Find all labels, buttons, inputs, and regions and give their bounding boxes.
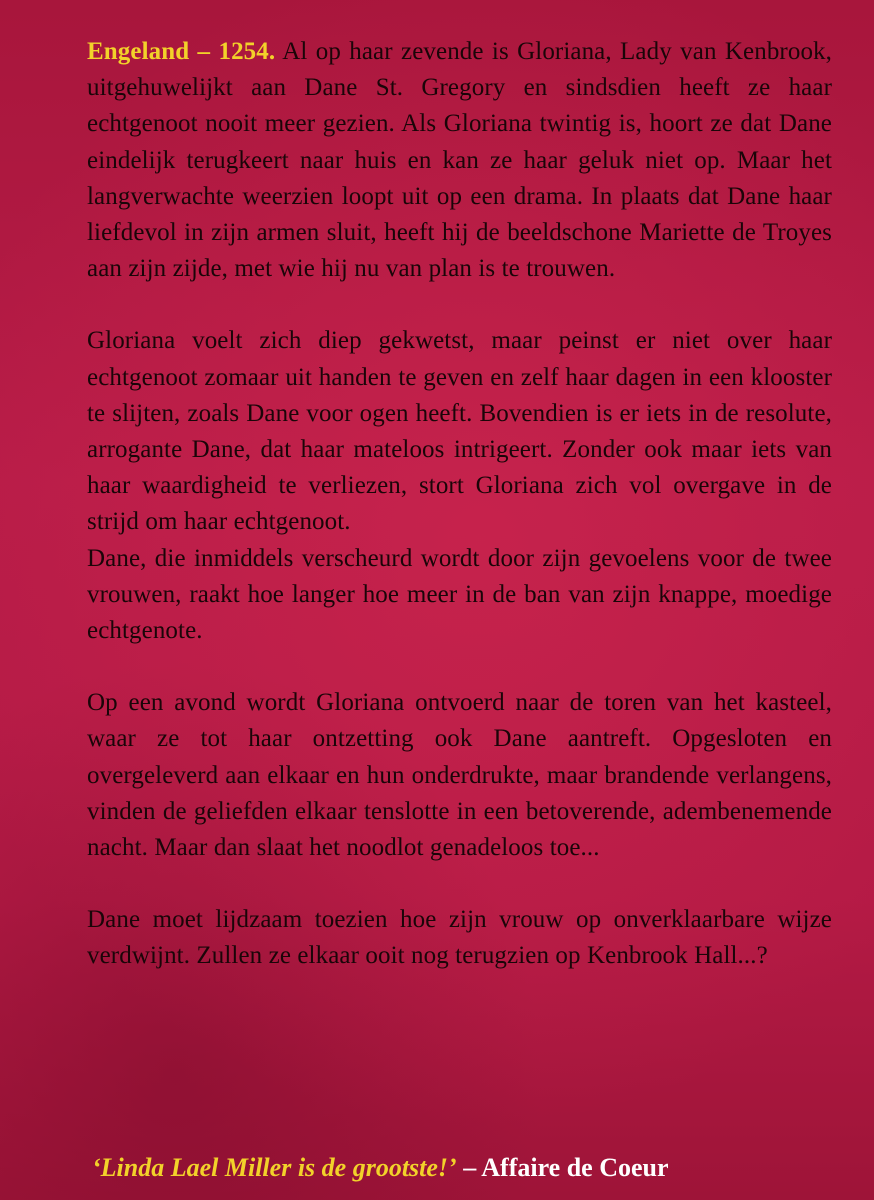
blurb-paragraph-1-text: Al op haar zevende is Gloriana, Lady van Kenbrook, uitgehuwelijkt aan Dane St. Gregory en sindsdien heeft ze haar echtgenoot nooit meer gezien. Als Gloriana twintig is, hoort ze dat Dane eindelijk terugkeert naar huis en kan ze haar geluk niet op. Maar het langverwachte weerzien loopt uit op een drama. In plaats dat Dane haar liefdevol in zijn armen sluit, heeft hij de beeldschone Mariette de Troyes aan zijn zijde, met wie hij nu van plan is te trouwen. [87, 38, 833, 283]
blurb-text [87, 34, 832, 975]
blurb-paragraph-4: Op een avond wordt Gloriana ontvoerd naar de toren van het kasteel, waar ze tot haar ontzetting ook Dane aantreft. Opgesloten en overgeleverd aan elkaar en hun onderdrukte, maar brandende verlangens, vinden de geliefden elkaar tenslotte in een betoverende, adembenemende nacht. Maar dan slaat het noodlot genadeloos toe... [87, 689, 832, 862]
endorsement-quote: ‘Linda Lael Miller is de grootste!’ [92, 1153, 457, 1182]
setting-lead: Engeland – 1254. [87, 38, 276, 65]
blurb-paragraph-3: Dane, die inmiddels verscheurd wordt door zijn gevoelens voor de twee vrouwen, raakt hoe langer hoe meer in de ban van zijn knappe, moedige echtgenote. [87, 544, 832, 645]
endorsement-dash: – [456, 1153, 482, 1182]
endorsement [92, 1150, 832, 1186]
blurb-paragraph-2: Gloriana voelt zich diep gekwetst, maar peinst er niet over haar echtgenoot zomaar uit handen te geven en zelf haar dagen in een klooster te slijten, zoals Dane voor ogen heeft. Bovendien is er iets in de resolute, arrogante Dane, dat haar mateloos intrigeert. Zonder ook maar iets van haar waardigheid te verliezen, stort Gloriana zich vol overgave in de strijd om haar echtgenoot. [87, 327, 832, 536]
endorsement-source: Affaire de Coeur [481, 1153, 669, 1182]
blurb-paragraph-5: Dane moet lijdzaam toezien hoe zijn vrouw op onverklaarbare wijze verdwijnt. Zullen ze elkaar ooit nog terugzien op Kenbrook Hall...? [87, 906, 832, 970]
blurb-paragraph-1 [87, 34, 832, 287]
